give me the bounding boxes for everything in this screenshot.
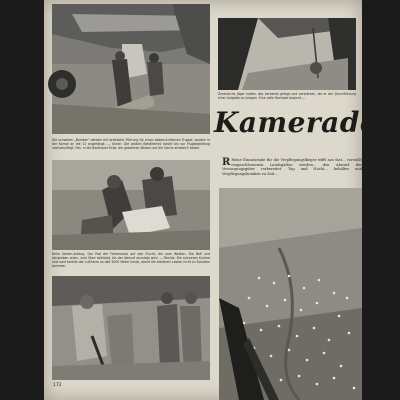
article-body-text: Reine Einsatzende für die Verpflegungsflieger trifft aus fast... vorstellt eingeschlossenen Landsgäften werden... den Abwurf der Versorgungsgüter vorbereitet. Tag und Nacht... behälter und Verpflegungsbomben zu Zeit...	[222, 158, 362, 176]
photo-cockpit-view	[218, 18, 356, 90]
photo-ground-crew	[52, 276, 210, 380]
magazine-page	[44, 0, 400, 400]
drop-cap: R	[222, 157, 231, 168]
caption-photo3: Beim Karten-Anfang. Der Pod der Fahrerroute auf den Flucht, die vom Weißen. Die Befl und Abspraken anlen, zum Start befristet, bis der Abwurf anzulegt wird. — Rechts: Die schweren Kuriere sind weit bereits der Luftherrn so daß 2000 Meter hinab, damit die breiteren Lasten nicht zu Schaden kommen.	[52, 252, 210, 268]
caption-photo2: Zentralichs Jäger hatten das Vorbereit gelegt und verstärken, bis er der Durchführung einer Aufgabe zu kriegen. Eine volle Rochade beginnt —	[218, 92, 356, 100]
page-number: 172	[53, 383, 62, 388]
photo-map-briefing	[52, 160, 210, 250]
article-headline: Kameraden	[214, 106, 400, 139]
photo-aerial-parachutes	[219, 188, 362, 400]
photo-aircraft-loading	[52, 4, 210, 134]
article-body	[222, 158, 362, 188]
caption-photo1: Die schweren „Bomber“ denken mit breitester Führung für einen abbeschnittenen Truppe, werden in der Kampf an die 11 angehängt. — Unten: Die großen Behälterteil steckt bis vor Flugbegleitung nachverpflegt. Pos. in die Boothome Ecke, die gesamten Wissen auf die Gerne erheblich heben.	[52, 138, 210, 150]
